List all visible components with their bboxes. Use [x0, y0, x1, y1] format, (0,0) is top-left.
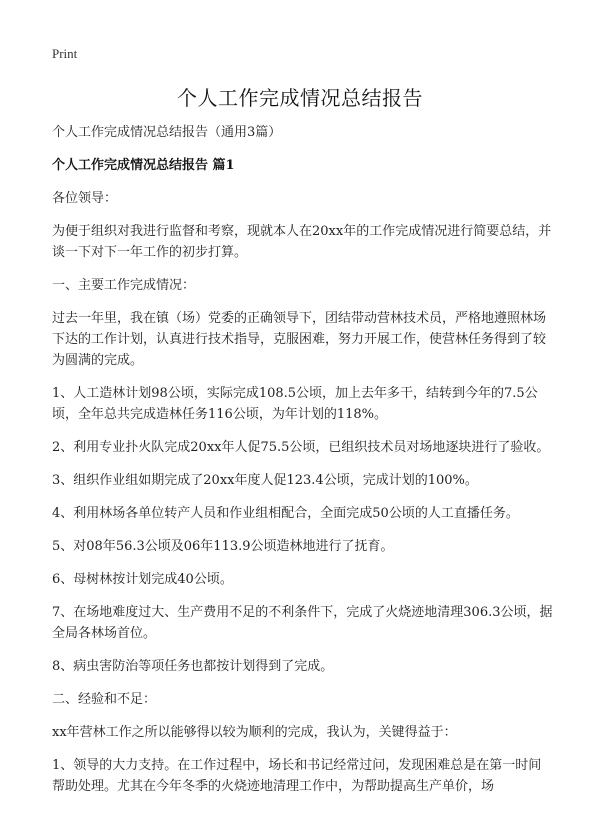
list-item-1: 1、人工造林计划98公顷，实际完成108.5公顷，加上去年多干，结转到今年的7.5公顷，全年总共完成造林任务116公顷，为年计划的118%。	[52, 386, 538, 422]
list-item-8: 8、病虫害防治等项任务也都按计划得到了完成。	[52, 659, 334, 674]
list-item-6: 6、母树林按计划完成40公顷。	[52, 572, 233, 587]
body-paragraph: 过去一年里，我在镇（场）党委的正确领导下，团结带动营林技术员，严格地遵照林场下达的工作计划，认真进行技术指导，克服困难，努力开展工作，使营林任务得到了较为圆满的完成。	[52, 311, 547, 368]
document-body	[52, 122, 554, 809]
list-item-4: 4、利用林场各单位转产人员和作业组相配合，全面完成50公顷的人工直播任务。	[52, 506, 519, 521]
list-item-7: 7、在场地难度过大、生产费用不足的不利条件下，完成了火烧迹地清理306.3公顷，据全局各林场首位。	[52, 605, 553, 641]
part-one-heading: 一、主要工作完成情况：	[52, 278, 196, 293]
intro-paragraph: 为便于组织对我进行监督和考察，现就本人在20xx年的工作完成情况进行简要总结，并谈一下对下一年工作的初步打算。	[52, 224, 552, 260]
list-item-2: 2、利用专业扑火队完成20xx年人促75.5公顷，已组织技术员对场地逐块进行了验收。	[52, 440, 550, 455]
subtitle-paragraph: 个人工作完成情况总结报告（通用3篇）	[52, 125, 282, 140]
list-item-5: 5、对08年56.3公顷及06年113.9公顷造林地进行了抚育。	[52, 539, 394, 554]
print-label: Print	[52, 46, 78, 61]
experience-intro-paragraph: xx年营林工作之所以能够得以较为顺利的完成，我认为，关键得益于：	[52, 725, 457, 740]
part-two-heading: 二、经验和不足：	[52, 692, 157, 707]
list-item-3: 3、组织作业组如期完成了20xx年度人促123.4公顷，完成计划的100%。	[52, 473, 478, 488]
experience-item-1: 1、领导的大力支持。在工作过程中，场长和书记经常过问，发现困难总是在第一时间帮助处理。尤其在今年冬季的火烧迹地清理工作中，为帮助提高生产单价，场	[52, 758, 542, 794]
salutation-paragraph: 各位领导：	[52, 191, 118, 206]
document-title: 个人工作完成情况总结报告	[177, 86, 423, 110]
section-heading: 个人工作完成情况总结报告 篇1	[52, 158, 235, 173]
